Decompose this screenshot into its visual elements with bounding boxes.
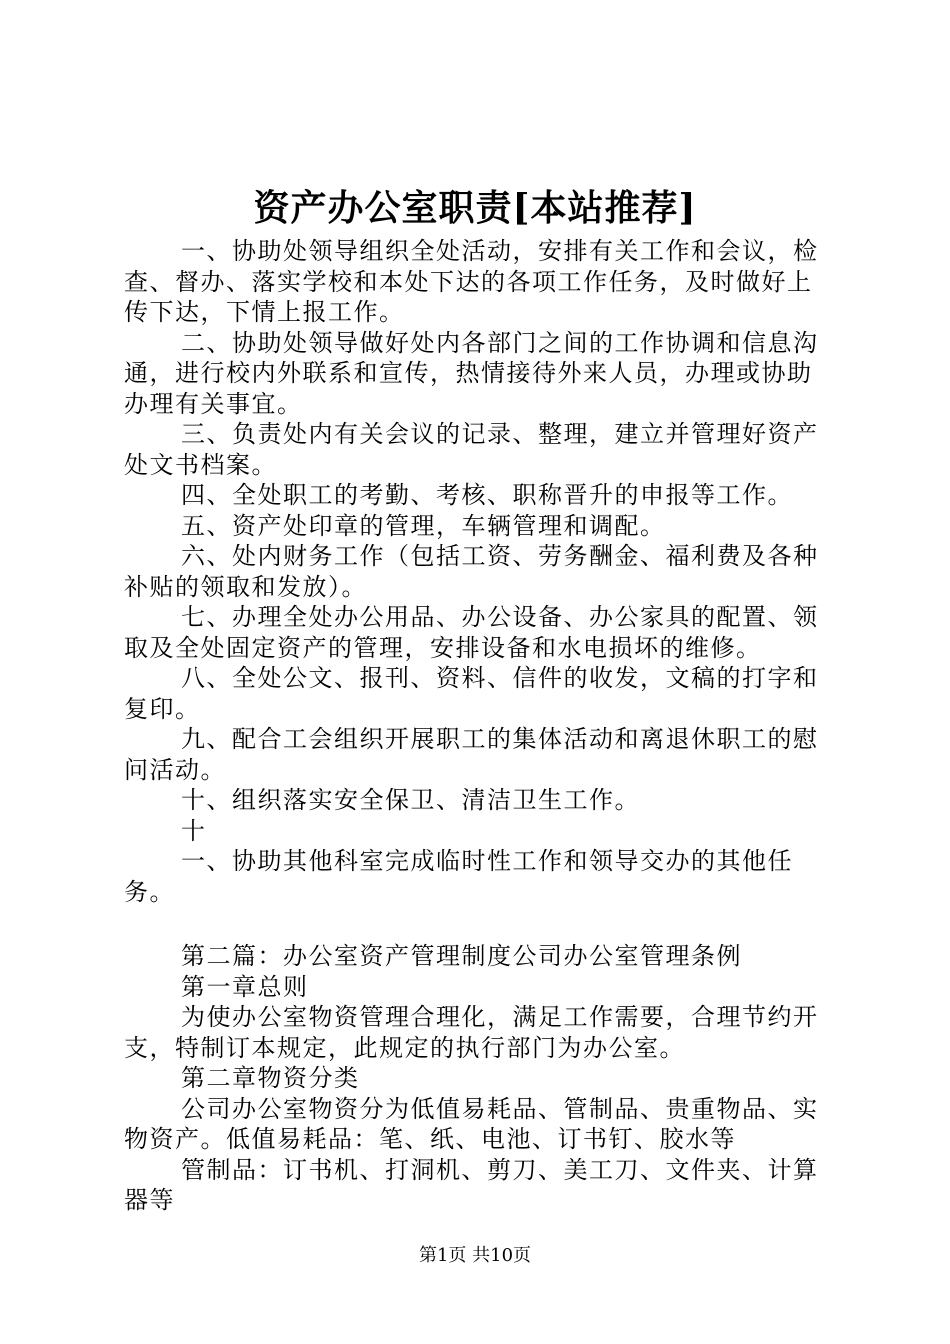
document-body (124, 236, 836, 1216)
paragraph-3: 三、负责处内有关会议的记录、整理，建立并管理好资产处文书档案。 (124, 420, 819, 479)
paragraph-10: 十、组织落实安全保卫、清洁卫生工作。 (181, 786, 640, 814)
section-gap (124, 907, 836, 941)
paragraph-9: 九、配合工会组织开展职工的集体活动和离退休职工的慰问活动。 (124, 725, 819, 784)
chapter2-heading: 第二章物资分类 (181, 1064, 360, 1092)
chapter1-heading: 第一章总则 (181, 972, 309, 1001)
paragraph-6: 六、处内财务工作（包括工资、劳务酬金、福利费及各种补贴的领取和发放）。 (124, 542, 819, 601)
chapter1-text: 为使办公室物资管理合理化，满足工作需要，合理节约开支，特制订本规定，此规定的执行部门为办公室。 (124, 1003, 819, 1062)
page-title: 资产办公室职责[本站推荐] (253, 187, 697, 229)
chapter2-controlled-items: 管制品：订书机、打洞机、剪刀、美工刀、文件夹、计算器等 (124, 1155, 819, 1214)
paragraph-2: 二、协助处领导做好处内各部门之间的工作协调和信息沟通，进行校内外联系和宣传，热情接待外来人员，办理或协助办理有关事宜。 (124, 328, 819, 418)
paragraph-11-text: 一、协助其他科室完成临时性工作和领导交办的其他任务。 (124, 847, 793, 906)
paragraph-11-number: 十 (181, 816, 207, 845)
section2-heading: 第二篇：办公室资产管理制度公司办公室管理条例 (181, 942, 742, 970)
paragraph-7: 七、办理全处办公用品、办公设备、办公家具的配置、领取及全处固定资产的管理，安排设备和水电损坏的维修。 (124, 603, 819, 662)
chapter2-text: 公司办公室物资分为低值易耗品、管制品、贵重物品、实物资产。低值易耗品：笔、纸、电池、订书钉、胶水等 (124, 1094, 819, 1153)
page-number: 第1页 共10页 (418, 1245, 532, 1266)
paragraph-4: 四、全处职工的考勤、考核、职称晋升的申报等工作。 (181, 481, 793, 509)
paragraph-5: 五、资产处印章的管理，车辆管理和调配。 (181, 511, 666, 540)
paragraph-1: 一、协助处领导组织全处活动，安排有关工作和会议，检查、督办、落实学校和本处下达的各项工作任务，及时做好上传下达，下情上报工作。 (124, 237, 819, 326)
paragraph-8: 八、全处公文、报刊、资料、信件的收发，文稿的打字和复印。 (124, 664, 819, 723)
